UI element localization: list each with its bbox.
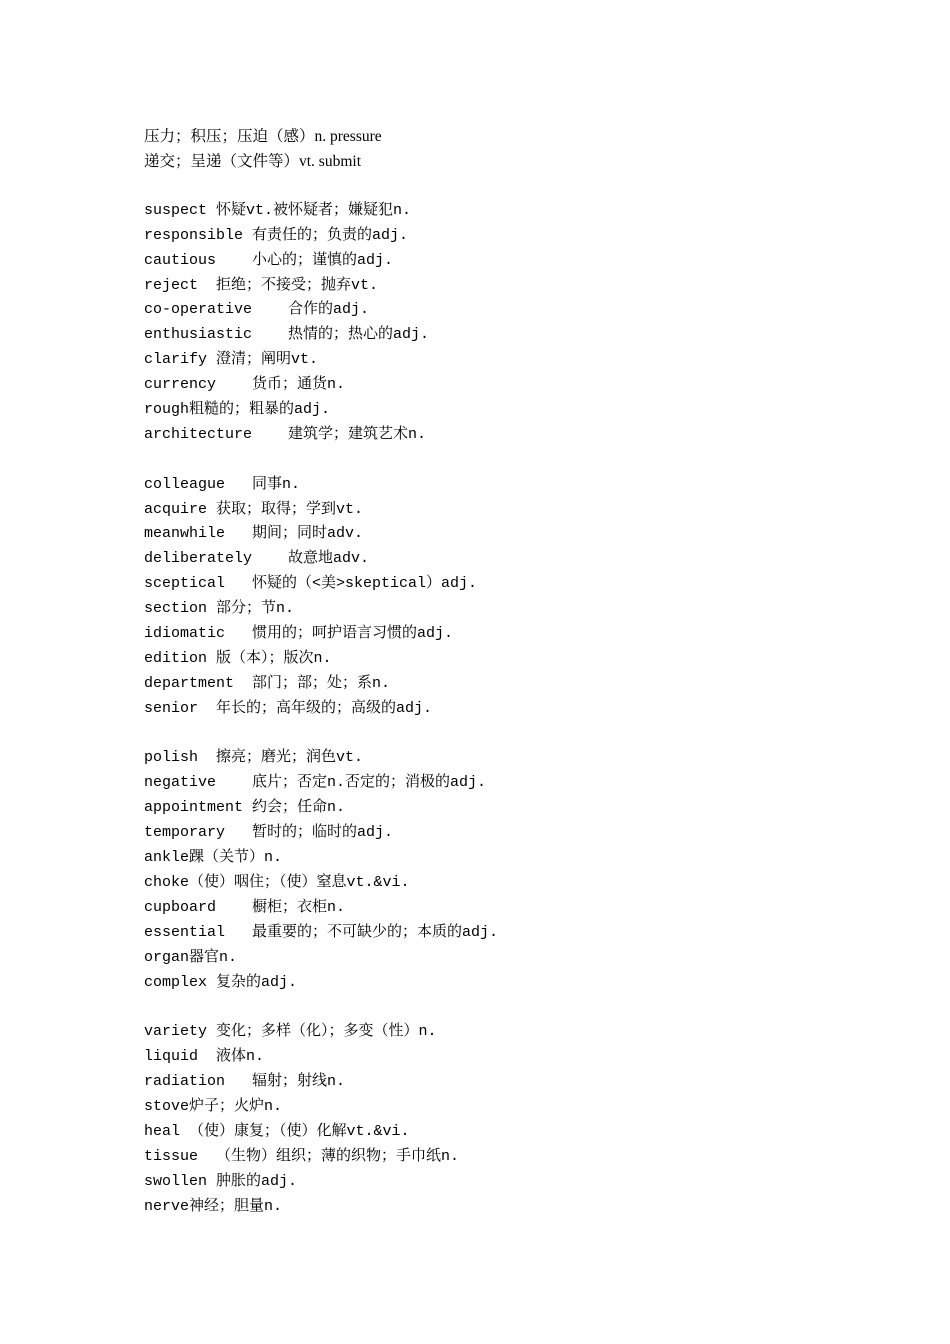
vocab-entry: department 部门；部；处；系n. <box>144 674 391 692</box>
vocab-entry: section 部分；节n. <box>144 600 295 618</box>
vocab-entry: stove炉子；火炉n. <box>144 1097 283 1115</box>
vocab-entry: cautious 小心的；谨慎的adj. <box>144 251 394 269</box>
vocab-entry: reject 拒绝；不接受；抛弃vt. <box>144 276 379 294</box>
vocab-entry: cupboard 橱柜；衣柜n. <box>144 898 346 916</box>
vocab-entry: organ器官n. <box>144 948 238 966</box>
blank-line <box>144 448 904 473</box>
blank-line <box>144 995 904 1020</box>
blank-line <box>144 174 904 199</box>
vocab-entry: edition 版（本）；版次n. <box>144 649 332 667</box>
vocab-entry: clarify 澄清；阐明vt. <box>144 351 319 369</box>
vocab-entry: colleague 同事n. <box>144 475 301 493</box>
vocab-entry: ankle踝（关节）n. <box>144 849 283 867</box>
vocab-entry: tissue （生物）组织；薄的织物；手巾纸n. <box>144 1147 460 1165</box>
vocab-entry: enthusiastic 热情的；热心的adj. <box>144 326 430 344</box>
vocab-entry: senior 年长的；高年级的；高级的adj. <box>144 699 433 717</box>
vocab-entry: responsible 有责任的；负责的adj. <box>144 226 409 244</box>
vocab-entry: heal （使）康复；（使）化解vt.&vi. <box>144 1122 410 1140</box>
vocab-entry: polish 擦亮；磨光；润色vt. <box>144 749 364 767</box>
vocab-entry: architecture 建筑学；建筑艺术n. <box>144 425 427 443</box>
vocab-entry: nerve神经；胆量n. <box>144 1197 283 1215</box>
vocab-entry: currency 货币；通货n. <box>144 376 346 394</box>
vocab-entry: appointment 约会；任命n. <box>144 799 346 817</box>
vocab-entry: meanwhile 期间；同时adv. <box>144 525 364 543</box>
vocab-group-2 <box>144 473 904 722</box>
vocab-entry: idiomatic 惯用的；呵护语言习惯的adj. <box>144 625 454 643</box>
vocab-group-3 <box>144 746 904 995</box>
vocabulary-page <box>144 124 904 1219</box>
intro-block <box>144 124 904 174</box>
vocab-entry: sceptical 怀疑的（<美>skeptical）adj. <box>144 575 478 593</box>
blank-line <box>144 722 904 747</box>
vocab-entry: choke（使）咽住；（使）窒息vt.&vi. <box>144 873 410 891</box>
vocab-entry: complex 复杂的adj. <box>144 973 298 991</box>
vocab-entry: co-operative 合作的adj. <box>144 301 370 319</box>
intro-line: 递交；呈递（文件等）vt. submit <box>144 153 362 170</box>
vocab-entry: negative 底片；否定n.否定的；消极的adj. <box>144 774 487 792</box>
vocab-group-1 <box>144 199 904 448</box>
vocab-entry: variety 变化；多样（化）；多变（性）n. <box>144 1023 437 1041</box>
vocab-entry: essential 最重要的；不可缺少的；本质的adj. <box>144 923 499 941</box>
intro-line: 压力；积压；压迫（感）n. pressure <box>144 128 382 145</box>
vocab-entry: temporary 暂时的；临时的adj. <box>144 824 394 842</box>
vocab-entry: rough粗糙的；粗暴的adj. <box>144 401 331 419</box>
vocab-entry: deliberately 故意地adv. <box>144 550 370 568</box>
vocab-entry: acquire 获取；取得；学到vt. <box>144 500 364 518</box>
vocab-group-4 <box>144 1020 904 1219</box>
vocab-entry: liquid 液体n. <box>144 1048 265 1066</box>
vocab-entry: suspect 怀疑vt.被怀疑者；嫌疑犯n. <box>144 201 412 219</box>
vocab-entry: radiation 辐射；射线n. <box>144 1073 346 1091</box>
vocab-entry: swollen 肿胀的adj. <box>144 1172 298 1190</box>
